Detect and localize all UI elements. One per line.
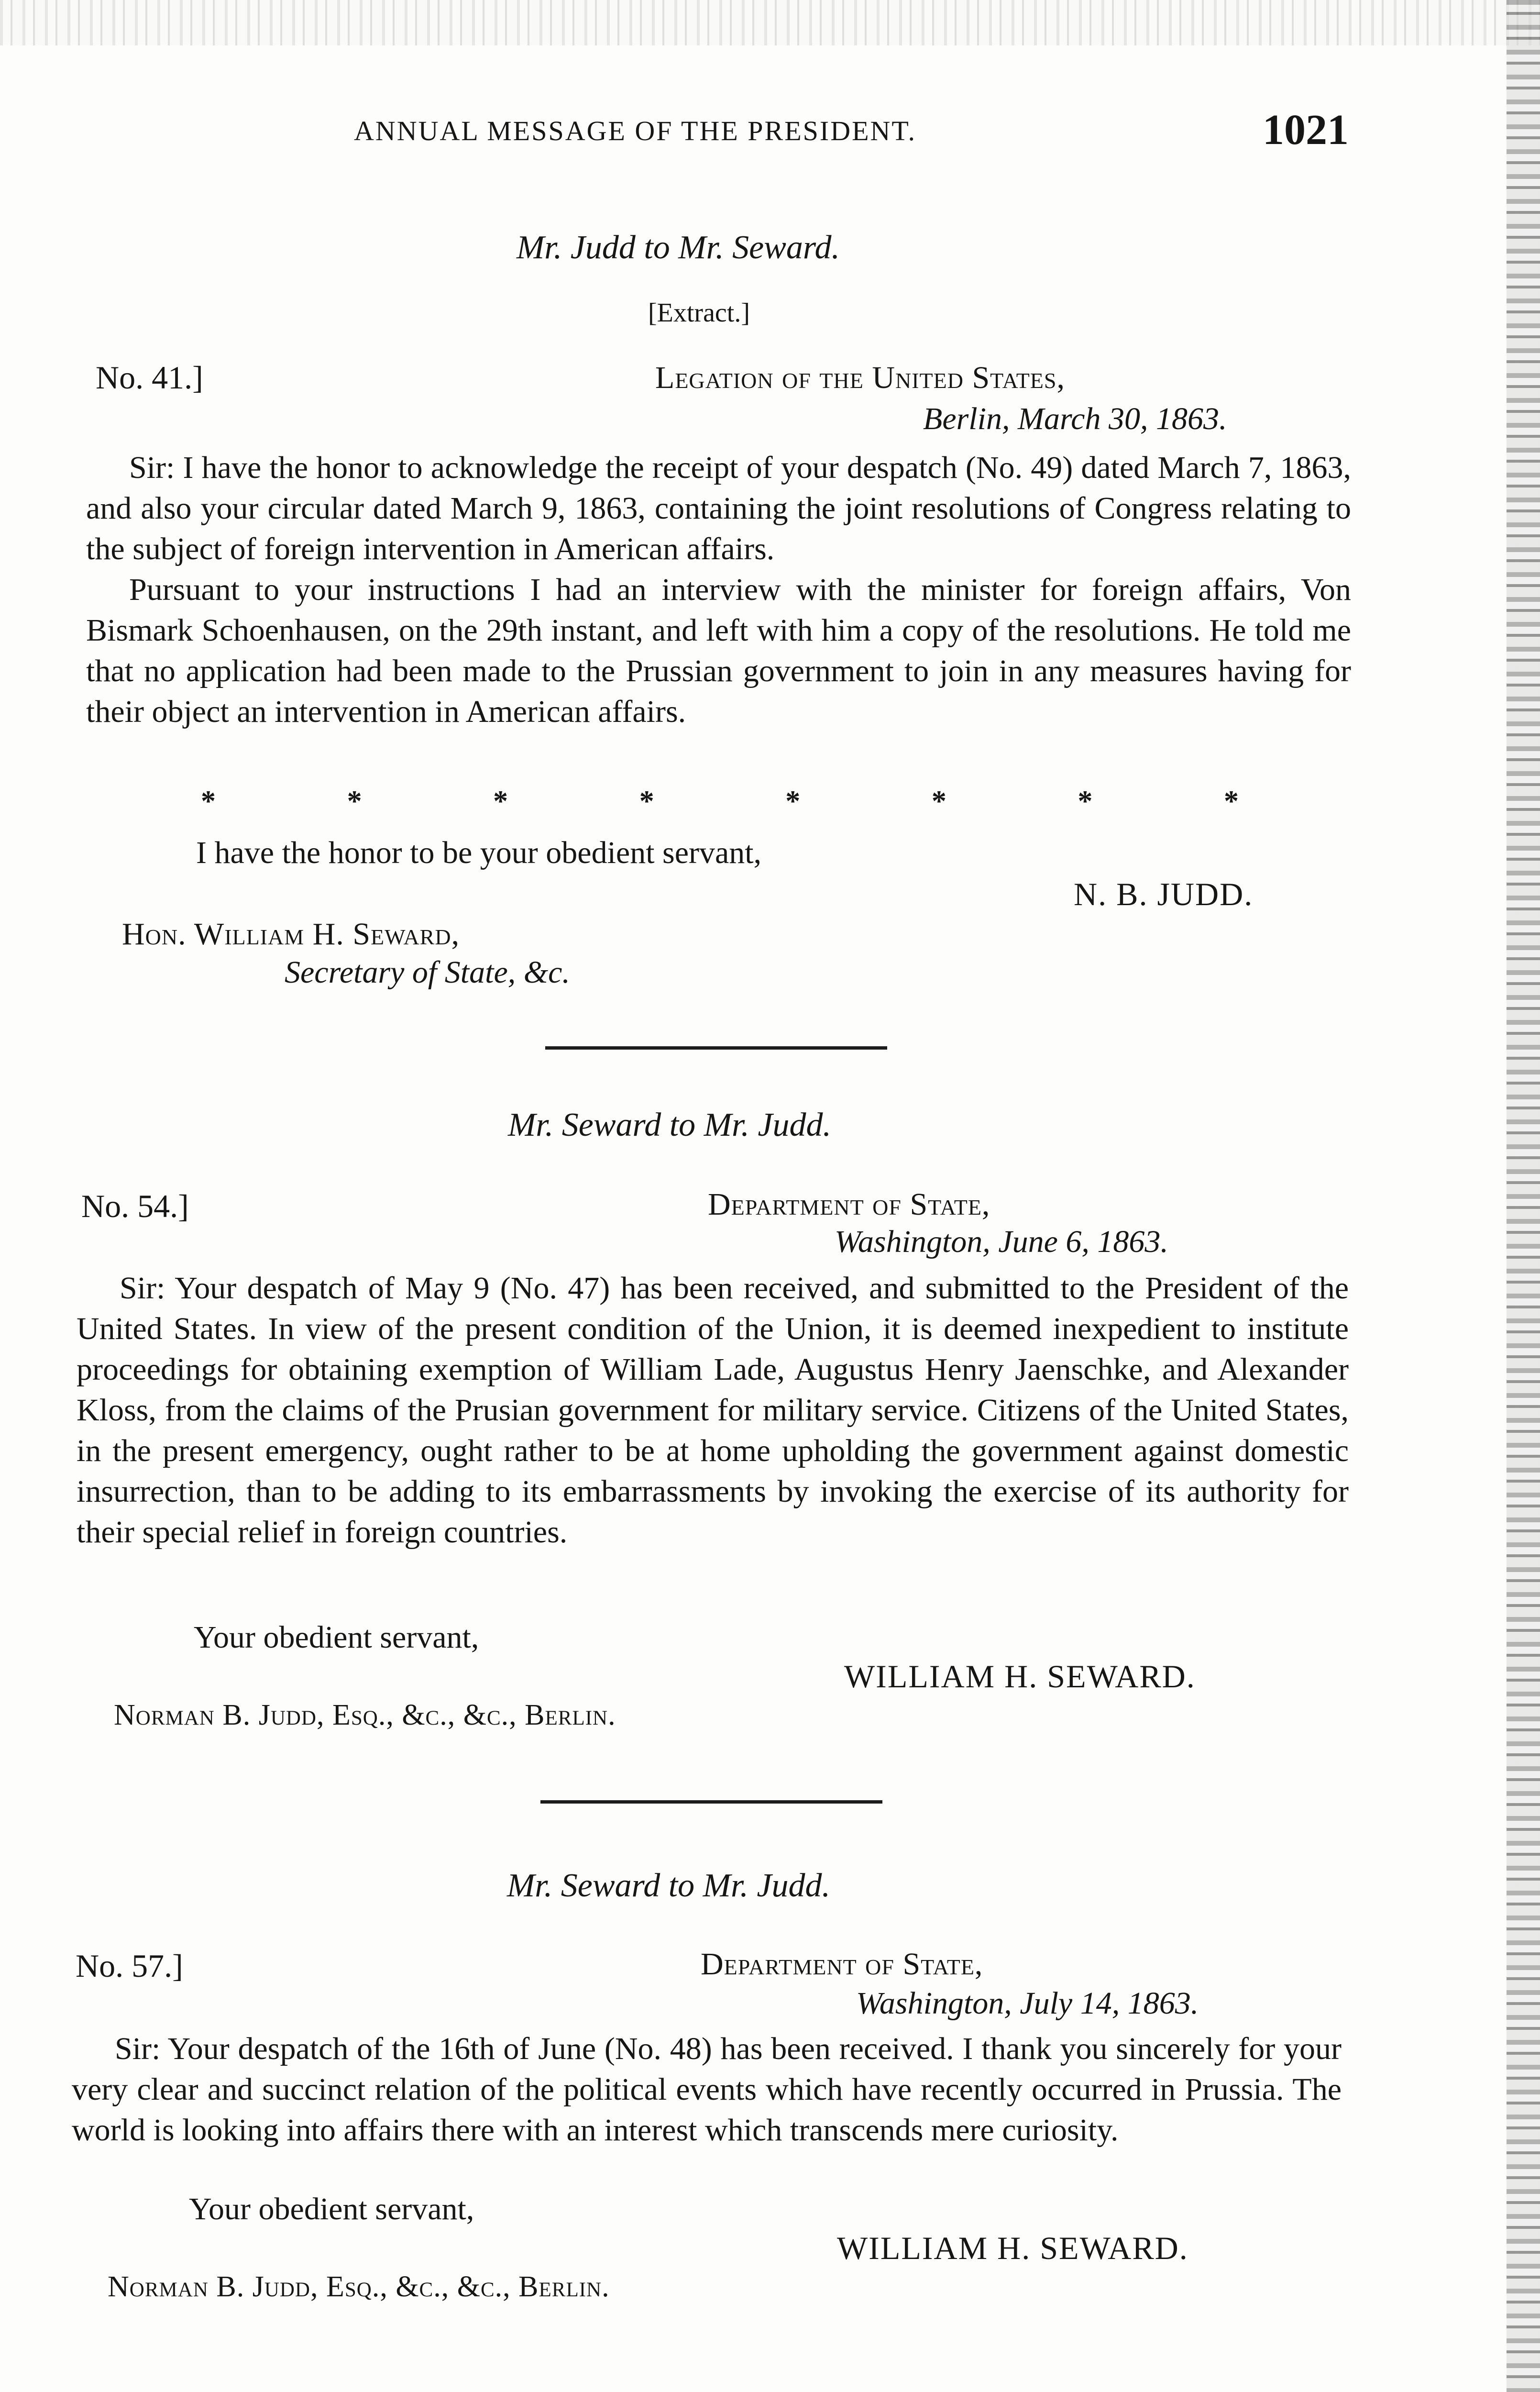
letter-1-number: No. 41.] [96, 359, 203, 396]
letter-3-body [72, 2028, 1342, 2150]
page-number: 1021 [1263, 106, 1349, 154]
letter-1-body [86, 447, 1351, 732]
letter-1-signature: N. B. JUDD. [1074, 876, 1254, 912]
scan-noise-right-edge [1507, 0, 1540, 2392]
letter-1-office: Legation of the United States, [655, 360, 1065, 395]
letter-1-omission-stars [201, 785, 1239, 819]
omission-star: * [1223, 785, 1239, 818]
omission-star: * [347, 785, 362, 818]
letter-3-office: Department of State, [701, 1947, 983, 1982]
letter-3-paragraph-1: Sir: Your despatch of the 16th of June (No. 48) has been received. I thank you sincerely for your very clear and succinct relation of the political events which have recently occurred in Prussia. The world is looking into affairs there with an interest which transcends mere curiosity. [72, 2031, 1342, 2148]
letter-1-note: [Extract.] [648, 298, 750, 328]
section-divider [545, 1046, 887, 1050]
omission-star: * [931, 785, 946, 818]
letter-2-closing: Your obedient servant, [194, 1620, 479, 1655]
omission-star: * [493, 785, 508, 818]
running-title: ANNUAL MESSAGE OF THE PRESIDENT. [354, 115, 917, 146]
letter-3-signature: WILLIAM H. SEWARD. [837, 2230, 1188, 2266]
letter-1-paragraph-2: Pursuant to your instructions I had an interview with the minister for foreign affairs, Von Bismark Schoenhausen, on the 29th instant, and left with him a copy of the resolutions. He told me that no application had been made to the Prussian government to join in any measures having for their object an intervention in American affairs. [86, 572, 1351, 729]
letter-3-closing: Your obedient servant, [189, 2192, 474, 2226]
omission-star: * [639, 785, 654, 818]
letter-2-office: Department of State, [708, 1187, 990, 1222]
letter-1-title: Mr. Judd to Mr. Seward. [517, 229, 840, 266]
omission-star: * [785, 785, 801, 818]
letter-3-addressee: Norman B. Judd, Esq., &c., &c., Berlin. [108, 2270, 610, 2303]
letter-2-addressee: Norman B. Judd, Esq., &c., &c., Berlin. [114, 1699, 616, 1731]
letter-2-body [77, 1268, 1349, 1552]
omission-star: * [201, 785, 216, 818]
letter-2-number: No. 54.] [81, 1188, 189, 1224]
letter-2-paragraph-1: Sir: Your despatch of May 9 (No. 47) has been received, and submitted to the President of the United States. In view of the present condition of the Union, it is deemed inexpedient to institute proceedings for obtaining exemption of William Lade, Augustus Henry Jaenschke, and Alexander Kloss, from the claims of the Prusian government for military service. Citizens of the United States, in the present emergency, ought rather to be at home upholding the government against domestic insurrection, than to be adding to its embarrassments by invoking the exercise of its authority for their special relief in foreign countries. [77, 1271, 1349, 1550]
letter-2-place-date: Washington, June 6, 1863. [835, 1224, 1168, 1259]
letter-3-title: Mr. Seward to Mr. Judd. [507, 1867, 831, 1904]
letter-2-signature: WILLIAM H. SEWARD. [844, 1658, 1196, 1694]
letter-1-addressee-title: Secretary of State, &c. [285, 955, 570, 990]
omission-star: * [1078, 785, 1093, 818]
letter-1-paragraph-1: Sir: I have the honor to acknowledge the receipt of your despatch (No. 49) dated March 7, 1863, and also your circular dated March 9, 1863, containing the joint resolutions of Congress relating to the subject of foreign intervention in American affairs. [86, 450, 1351, 566]
letter-3-number: No. 57.] [76, 1948, 183, 1984]
section-divider [540, 1800, 882, 1804]
letter-3-place-date: Washington, July 14, 1863. [856, 1986, 1199, 2021]
letter-2-title: Mr. Seward to Mr. Judd. [508, 1107, 832, 1143]
letter-1-place-date: Berlin, March 30, 1863. [923, 401, 1227, 436]
letter-1-addressee: Hon. William H. Seward, [122, 917, 460, 952]
letter-1-closing: I have the honor to be your obedient servant, [196, 835, 762, 870]
scan-noise-top [0, 0, 1540, 45]
